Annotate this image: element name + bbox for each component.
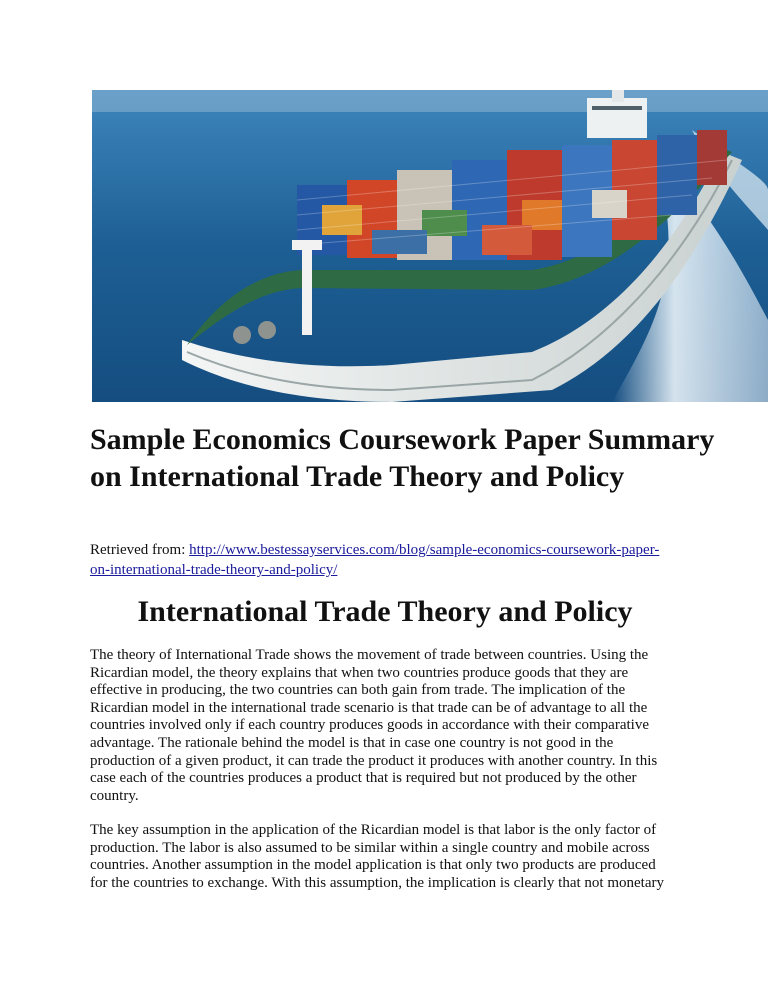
retrieved-from	[90, 540, 750, 580]
source-link-line2: on-international-trade-theory-and-policy/	[90, 562, 338, 578]
document-title: Sample Economics Coursework Paper Summary on International Trade Theory and Policy	[90, 423, 715, 493]
retrieved-label: Retrieved from:	[90, 542, 190, 558]
body-paragraph-2: The key assumption in the application of the Ricardian model is that labor is the only factor of production. The labor is also assumed to be similar within a single country and mobile across countries. Another assumption in the model application is that only two products are produced for the countries to exchange. With this assumption, the implication is clearly that not monetary	[90, 822, 664, 891]
source-link-line1: http://www.bestessayservices.com/blog/sample-economics-coursework-paper-	[189, 542, 660, 558]
cargo-ship-image	[92, 90, 768, 402]
body-paragraph-1: The theory of International Trade shows the movement of trade between countries. Using the Ricardian model, the theory explains that when two countries produce goods that they are effective in producing, the two countries can both gain from trade. The implication of the Ricardian model in the international trade scenario is that trade can be of advantage to all the countries involved only if each country produces goods in accordance with their comparative advantage. The rationale behind the model is that in case one country is not good in the production of a given product, it can trade the product it produces with another country. In this case each of the countries produces a product that is required but not produced by the other country.	[90, 647, 658, 804]
section-heading: International Trade Theory and Policy	[137, 595, 633, 628]
